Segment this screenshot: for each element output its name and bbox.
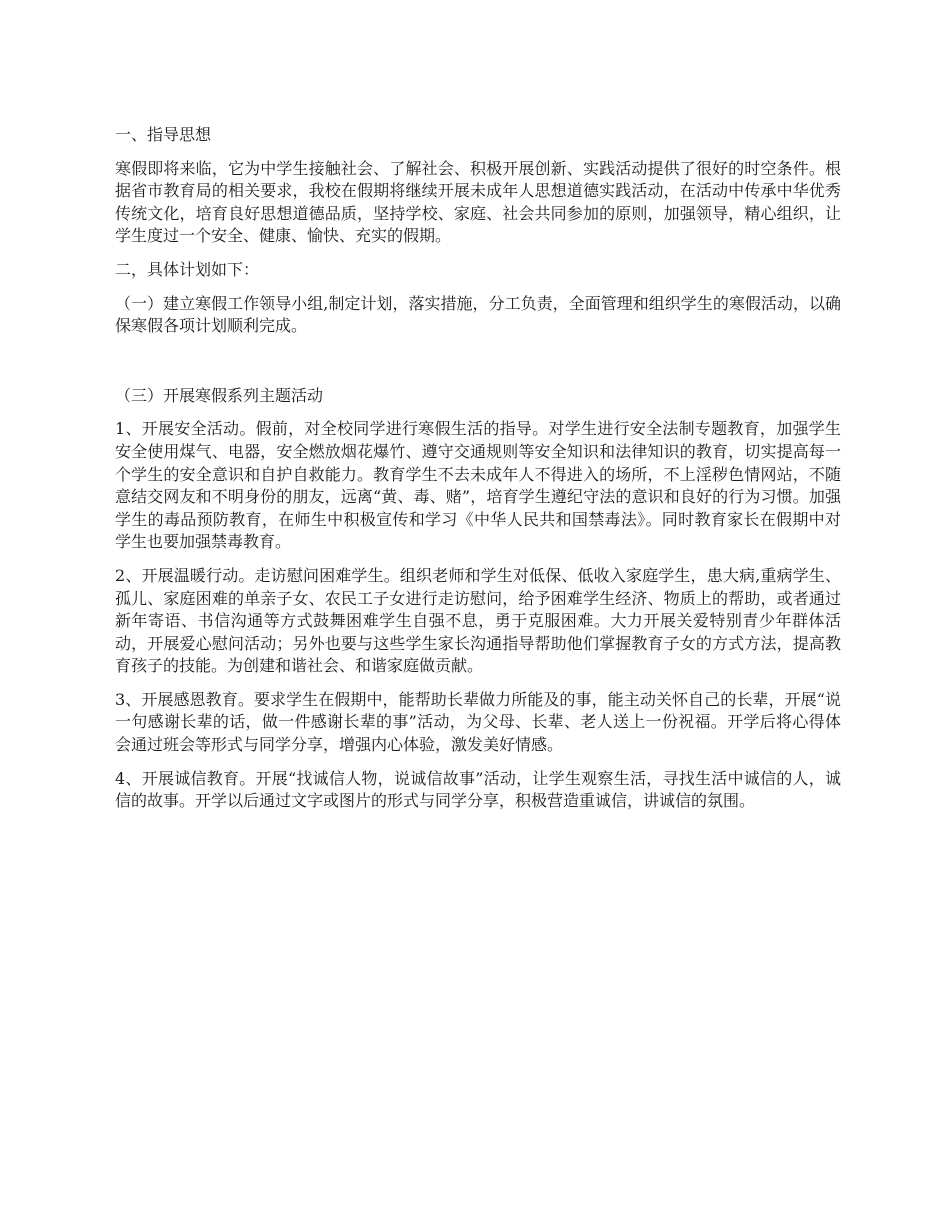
list-item-gratitude-education: 3、开展感恩教育。要求学生在假期中，能帮助长辈做力所能及的事，能主动关怀自己的长辈，开展“说一句感谢长辈的话，做一件感谢长辈的事”活动，为父母、长辈、老人送上一份祝福。开学后将心得体会通过班会等形式与同学分享，增强内心体验，激发美好情感。 <box>115 689 841 755</box>
list-item-safety-activity: 1、开展安全活动。假前，对全校同学进行寒假生活的指导。对学生进行安全法制专题教育，加强学生安全使用煤气、电器，安全燃放烟花爆竹、遵守交通规则等安全知识和法律知识的教育，切实提高每一个学生的安全意识和自护自救能力。教育学生不去未成年人不得进入的场所，不上淫秽色情网站，不随意结交网友和不明身份的朋友，远离“黄、毒、赌”，培育学生遵纪守法的意识和良好的行为习惯。加强学生的毒品预防教育，在师生中积极宣传和学习《中华人民共和国禁毒法》。同时教育家长在假期中对学生也要加强禁毒教育。 <box>115 419 841 552</box>
section-heading-theme-activities: （三）开展寒假系列主题活动 <box>115 385 324 405</box>
list-item-integrity-education: 4、开展诚信教育。开展“找诚信人物，说诚信故事”活动，让学生观察生活，寻找生活中诚信的人，诚信的故事。开学以后通过文字或图片的形式与同学分享，积极营造重诚信，讲诚信的氛围。 <box>115 768 841 811</box>
paragraph-leadership-group: （一）建立寒假工作领导小组,制定计划，落实措施，分工负责，全面管理和组织学生的寒假活动，以确保寒假各项计划顺利完成。 <box>115 293 841 336</box>
section-heading-specific-plan: 二，具体计划如下： <box>115 259 260 279</box>
blank-gap <box>115 349 841 385</box>
document-body <box>115 124 841 824</box>
section-heading-guiding-ideology: 一、指导思想 <box>115 125 212 144</box>
paragraph-introduction: 寒假即将来临，它为中学生接触社会、了解社会、积极开展创新、实践活动提供了很好的时空条件。根据省市教育局的相关要求，我校在假期将继续开展未成年人思想道德实践活动，在活动中传承中华优秀传统文化，培育良好思想道德品质，坚持学校、家庭、社会共同参加的原则，加强领导，精心组织，让学生度过一个安全、健康、愉快、充实的假期。 <box>115 158 841 246</box>
list-item-warmth-action: 2、开展温暖行动。走访慰问困难学生。组织老师和学生对低保、低收入家庭学生，患大病,重病学生、孤儿、家庭困难的单亲子女、农民工子女进行走访慰问，给予困难学生经济、物质上的帮助，或者通过新年寄语、书信沟通等方式鼓舞困难学生自强不息，勇于克服困难。大力开展关爱特别青少年群体活动，开展爱心慰问活动；另外也要与这些学生家长沟通指导帮助他们掌握教育子女的方式方法，提高教育孩子的技能。为创建和谐社会、和谐家庭做贡献。 <box>115 565 841 676</box>
